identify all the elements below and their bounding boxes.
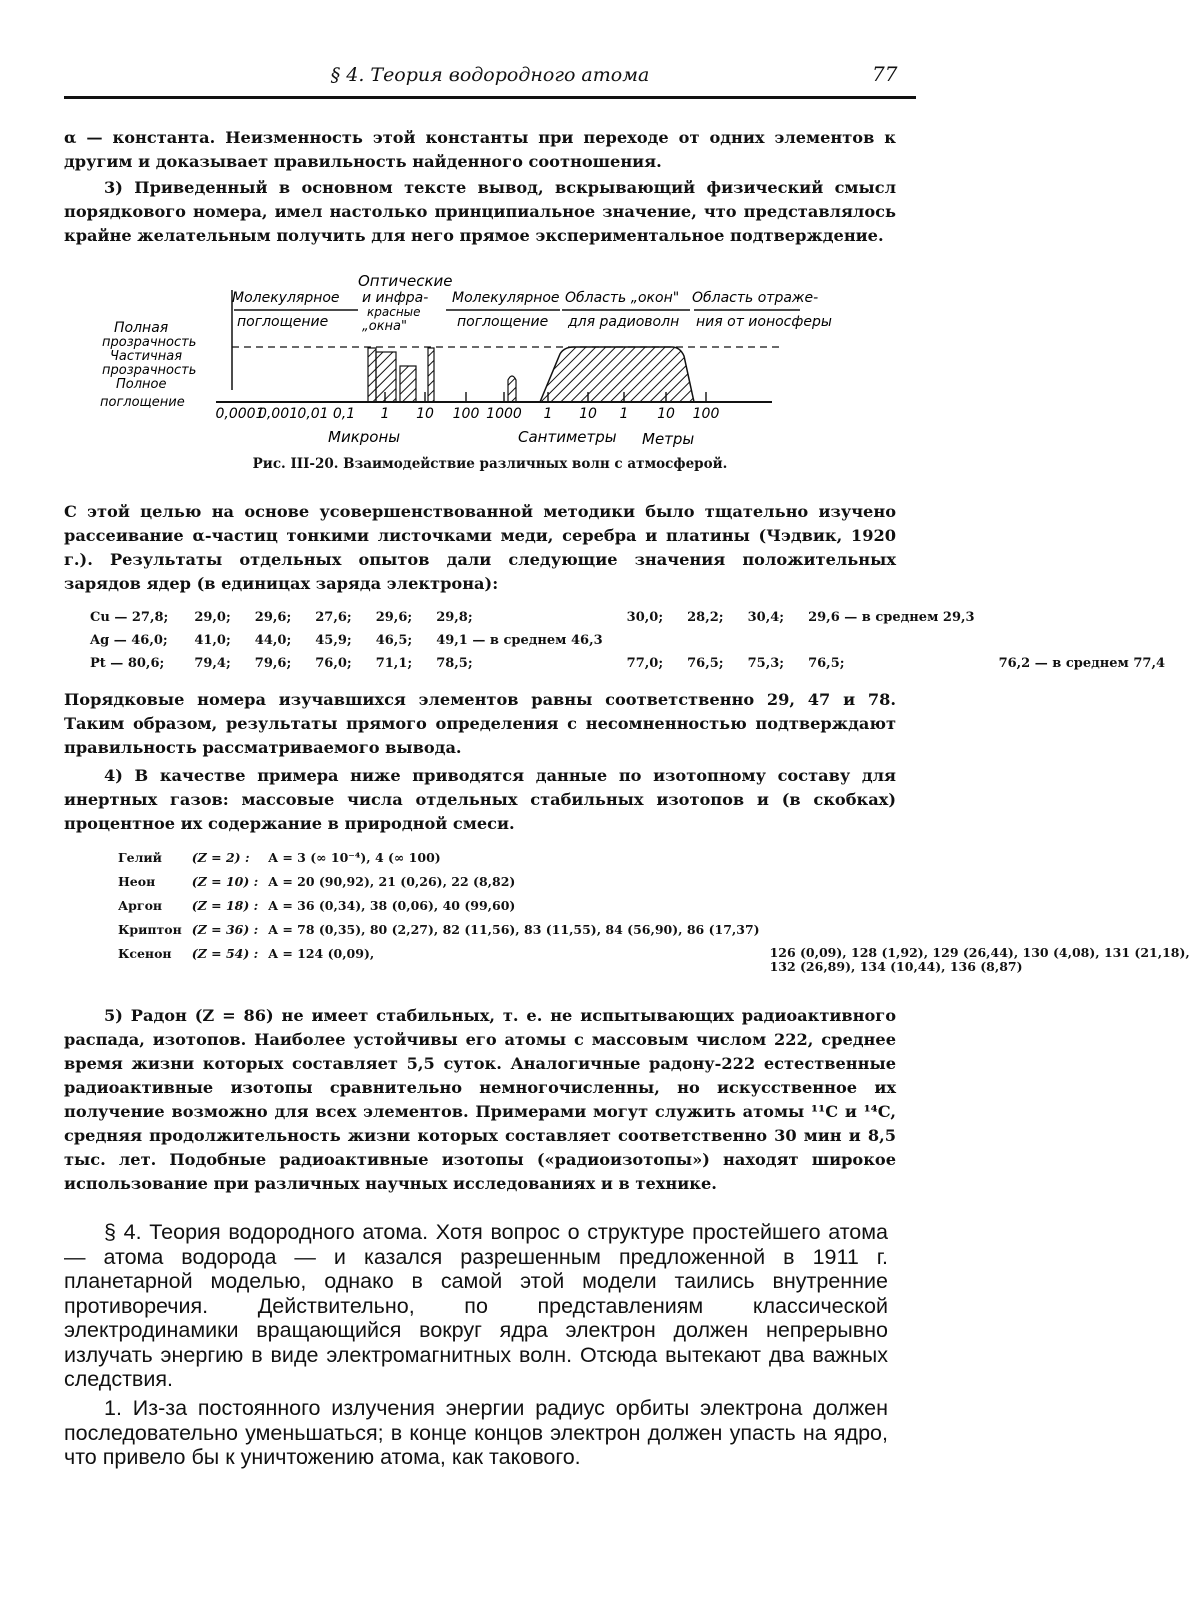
label-iono-a: Область отраже- xyxy=(692,290,819,306)
charge-element: Pt — 80,6; xyxy=(90,656,165,671)
isotope-gas-name: Гелий xyxy=(118,850,162,865)
label-ir-b: красные xyxy=(367,305,421,319)
charge-value: 76,0; xyxy=(315,656,352,671)
isotope-gas-name: Аргон xyxy=(118,898,163,913)
isotope-table xyxy=(118,850,1200,974)
label-part2: прозрачность xyxy=(102,363,197,378)
axis-tick-label: 1000 xyxy=(486,406,522,422)
paragraph-chadwick: С этой целью на основе усовершенствованной методики было тщательно изучено рассеивание α-частиц тонкими листочками меди, серебра и платины (Чэдвик, 1920 г.). Результаты отдельных опытов дали следующие значения положительных зарядов ядер (в единицах заряда электрона): xyxy=(64,502,896,593)
isotope-data: A = 3 (∞ 10⁻⁴), 4 (∞ 100) xyxy=(268,850,441,865)
consequence-1: 1. Из-за постоянного излучения энергии радиус орбиты электрона должен последовательно уменьшаться; в конце концов электрон должен упасть на ядро, что привело бы к уничтожению атома, как такового. xyxy=(64,1396,888,1469)
section-4-intro: § 4. Теория водородного атома. Хотя вопрос о структуре простейшего атома — атома водорода — и казался разрешенным предложенной в 1911 г. планетарной моделью, однако в самой этой модели таились внутренние противоречия. Действительно, по представлениям классической электродинамики вращающийся вокруг ядра электрон должен непрерывно излучать энергию в виде электромагнитных волн. Отсюда вытекают два важных следствия. xyxy=(64,1220,888,1391)
label-full1: Полная xyxy=(114,320,169,336)
label-abs1: Полное xyxy=(116,377,167,392)
charge-value: 77,0; xyxy=(626,656,664,671)
isotope-data: A = 78 (0,35), 80 (2,27), 82 (11,56), 83 (11,55), 84 (56,90), 86 (17,37) xyxy=(268,922,760,937)
unit-microns: Микроны xyxy=(328,428,401,446)
charge-row xyxy=(90,656,1189,679)
label-ir-a: и инфра- xyxy=(362,290,429,306)
isotope-data-continued: 126 (0,09), 128 (1,92), 129 (26,44), 130 (4,08), 131 (21,18), 132 (26,89), 134 (10,44), 136 (8,87) xyxy=(769,945,1190,974)
axis-tick-labels xyxy=(216,406,720,422)
charge-value: 29,0; xyxy=(194,610,231,625)
charge-element: Cu — 27,8; xyxy=(90,610,169,625)
charge-value: 44,0; xyxy=(254,633,292,648)
label-ir-c: „окна" xyxy=(362,319,407,334)
isotope-z: (Z = 2) : xyxy=(191,850,250,865)
page-number: 77 xyxy=(872,62,898,86)
isotope-gas-name: Неон xyxy=(118,874,156,889)
axis-tick-label: 1 xyxy=(543,406,553,422)
label-mol1b: поглощение xyxy=(237,314,329,330)
isotope-row xyxy=(118,874,1200,898)
isotope-z: (Z = 54) : xyxy=(191,946,259,961)
axis-tick-label: 10 xyxy=(579,406,597,422)
charge-value: 79,4; xyxy=(194,656,231,671)
axis-tick-label: 10 xyxy=(657,406,675,422)
charge-value: 29,8; xyxy=(436,610,473,625)
charge-value: 45,9; xyxy=(315,633,352,648)
axis-tick-label: 1 xyxy=(380,406,390,422)
charge-value: 76,5; xyxy=(808,656,845,671)
isotope-row xyxy=(118,946,1200,974)
label-radio-a: Область „окон" xyxy=(565,290,680,306)
charge-value: 78,5; xyxy=(436,656,473,671)
charge-value: 75,3; xyxy=(747,656,785,671)
charge-value: 28,2; xyxy=(687,610,724,625)
atmosphere-wave-figure xyxy=(100,268,860,450)
axis-tick-label: 0,01 xyxy=(297,406,329,422)
charge-value: 29,6; xyxy=(375,610,413,625)
paragraph-atomic-numbers: Порядковые номера изучавшихся элементов равны соответственно 29, 47 и 78. Таким образом, результаты прямого определения с несомненностью подтверждают правильность рассматриваемого вывода. xyxy=(64,690,896,757)
ir-window-small xyxy=(508,376,516,402)
charge-value: 76,2 — в среднем 77,4 xyxy=(998,656,1166,671)
isotope-row xyxy=(118,922,1200,946)
axis-tick-label: 0,0001 xyxy=(215,406,265,422)
charge-value: 79,6; xyxy=(254,656,292,671)
paragraph-3: 3) Приведенный в основном тексте вывод, вскрывающий физический смысл порядкового номера, имел настолько принципиальное значение, что представлялось крайне желательным получить для него прямое экспериментальное подтверждение. xyxy=(64,178,896,245)
ir-window-3 xyxy=(428,348,434,402)
isotope-row xyxy=(118,850,1200,874)
charge-value: 29,6 — в среднем 29,3 xyxy=(808,610,975,625)
charge-value: 30,4; xyxy=(747,610,785,625)
isotope-gas-name: Ксенон xyxy=(118,946,172,961)
charge-row xyxy=(90,633,1189,656)
label-mol2a: Молекулярное xyxy=(452,290,560,306)
unit-meters: Метры xyxy=(642,430,695,448)
charge-value: 30,0; xyxy=(626,610,664,625)
isotope-z: (Z = 18) : xyxy=(191,898,259,913)
charge-value: 76,5; xyxy=(687,656,724,671)
charge-table xyxy=(90,610,1189,679)
label-mol1a: Молекулярное xyxy=(232,290,340,306)
figure-caption: Рис. III-20. Взаимодействие различных волн с атмосферой. xyxy=(252,456,728,472)
unit-centimeters: Сантиметры xyxy=(518,428,617,446)
charge-value: 27,6; xyxy=(315,610,352,625)
running-header-title: § 4. Теория водородного атома xyxy=(330,64,650,86)
radio-window xyxy=(540,347,694,402)
paragraph-5: 5) Радон (Z = 86) не имеет стабильных, т. е. не испытывающих радиоактивного распада, изотопов. Наиболее устойчивы его атомы с массовым числом 222, среднее время жизни которых составляет 5,5 суток. Аналогичные радону-222 естественные радиоактивные изотопы сравнительно немногочисленны, но искусственное их получение возможно для всех элементов. Примерами могут служить атомы ¹¹C и ¹⁴C, средняя продолжительность жизни которых составляет соответственно 30 мин и 8,5 тыс. лет. Подобные радиоактивные изотопы («радиоизотопы») находят широкое использование при различных научных исследованиях и в технике. xyxy=(64,1006,896,1193)
label-part1: Частичная xyxy=(110,349,183,364)
label-iono-b: ния от ионосферы xyxy=(696,314,832,330)
charge-value: 49,1 — в среднем 46,3 xyxy=(436,633,603,648)
isotope-data: A = 20 (90,92), 21 (0,26), 22 (8,82) xyxy=(268,874,516,889)
paragraph-4: 4) В качестве примера ниже приводятся данные по изотопному составу для инертных газов: массовые числа отдельных стабильных изотопов и (в скобках) процентное их содержание в природной смеси. xyxy=(64,766,896,833)
charge-value: 41,0; xyxy=(194,633,231,648)
paragraph-constant: α — константа. Неизменность этой константы при переходе от одних элементов к другим и доказывает правильность найденного соотношения. xyxy=(64,128,896,171)
axis-tick-label: 0,001 xyxy=(257,406,299,422)
header-rule xyxy=(64,96,916,99)
label-abs2: поглощение xyxy=(100,395,185,410)
charge-row xyxy=(90,610,1189,633)
isotope-z: (Z = 36) : xyxy=(191,922,259,937)
label-radio-b: для радиоволн xyxy=(568,314,680,330)
charge-value: 46,5; xyxy=(375,633,413,648)
optical-window xyxy=(368,348,376,402)
isotope-data: A = 124 (0,09), xyxy=(268,946,375,961)
axis-tick-label: 100 xyxy=(692,406,720,422)
isotope-gas-name: Криптон xyxy=(118,922,182,937)
isotope-row xyxy=(118,898,1200,922)
isotope-data: A = 36 (0,34), 38 (0,06), 40 (99,60) xyxy=(268,898,516,913)
ir-window-1 xyxy=(376,352,396,402)
ir-window-2 xyxy=(400,366,416,402)
charge-element: Ag — 46,0; xyxy=(90,633,168,648)
label-mol2b: поглощение xyxy=(457,314,549,330)
label-full2: прозрачность xyxy=(102,335,197,350)
isotope-z: (Z = 10) : xyxy=(191,874,259,889)
axis-tick-label: 100 xyxy=(452,406,480,422)
axis-tick-label: 10 xyxy=(416,406,434,422)
charge-value: 29,6; xyxy=(254,610,292,625)
axis-tick-label: 1 xyxy=(619,406,629,422)
charge-value: 71,1; xyxy=(375,656,413,671)
label-optical: Оптические xyxy=(358,272,453,290)
axis-tick-label: 0,1 xyxy=(332,406,356,422)
